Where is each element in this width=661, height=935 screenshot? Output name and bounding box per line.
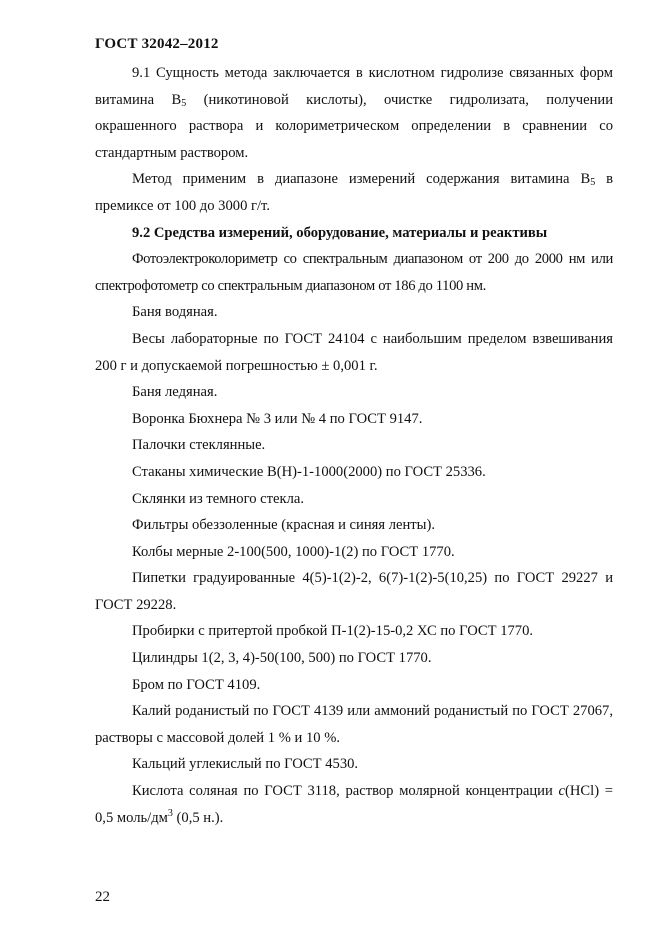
text-span: Метод применим в диапазоне измерений содержания витамина B — [132, 171, 591, 188]
text-span: Кислота соляная по ГОСТ 3118, раствор молярной концентрации — [132, 783, 559, 800]
paragraph-method-essence — [95, 60, 613, 166]
page-number: 22 — [95, 889, 110, 905]
paragraph-beakers: Стаканы химические В(Н)-1-1000(2000) по ГОСТ 25336. — [132, 463, 486, 480]
text-span: (HCl) = 0,5 моль/дм — [95, 783, 613, 826]
standard-header: ГОСТ 32042–2012 — [95, 36, 219, 52]
paragraph-thiocyanate: Калий роданистый по ГОСТ 4139 или аммоний роданистый по ГОСТ 27067, растворы с массовой долей 1 % и 10 %. — [95, 703, 613, 746]
subscript: 5 — [590, 177, 596, 189]
paragraph-test-tubes: Пробирки с притертой пробкой П-1(2)-15-0,2 ХС по ГОСТ 1770. — [132, 623, 534, 640]
paragraph-filters: Фильтры обеззоленные (красная и синяя ленты). — [132, 517, 435, 534]
paragraph-photometer: Фотоэлектроколориметр со спектральным диапазоном от 200 до 2000 нм или спектрофотометр со спектральным диапазоном от 186 до 1100 нм. — [95, 251, 613, 294]
text-span: (0,5 н.). — [172, 809, 224, 826]
paragraph-buchner-funnel: Воронка Бюхнера № 3 или № 4 по ГОСТ 9147. — [132, 410, 423, 427]
superscript: 3 — [167, 807, 173, 819]
paragraph-cylinders: Цилиндры 1(2, 3, 4)-50(100, 500) по ГОСТ 1770. — [132, 650, 432, 667]
text-span: 9.1 Сущность метода заключается в кислотном гидролизе связанных форм витамина B — [95, 65, 613, 108]
italic-symbol: c — [558, 783, 565, 800]
paragraph-pipettes: Пипетки градуированные 4(5)-1(2)-2, 6(7)-1(2)-5(10,25) по ГОСТ 29227 и ГОСТ 29228. — [95, 570, 613, 613]
paragraph-flasks: Колбы мерные 2-100(500, 1000)-1(2) по ГОСТ 1770. — [132, 543, 455, 560]
paragraph-bromine: Бром по ГОСТ 4109. — [132, 676, 261, 693]
paragraph-water-bath: Баня водяная. — [132, 304, 218, 321]
text-span: в премиксе от 100 до 3000 г/т. — [95, 171, 614, 214]
paragraph-ice-bath: Баня ледяная. — [132, 384, 218, 401]
paragraph-glass-rods: Палочки стеклянные. — [132, 437, 266, 454]
document-body — [95, 60, 613, 831]
paragraph-method-range — [95, 166, 613, 219]
section-heading: 9.2 Средства измерений, оборудование, материалы и реактивы — [132, 224, 548, 241]
text-span: (никотиновой кислоты), очистке гидролизата, получении окрашенного раствора и колориметрическом определении в сравнении со стандартным раствором. — [95, 91, 613, 161]
paragraph-hydrochloric-acid — [95, 778, 613, 831]
paragraph-scales: Весы лабораторные по ГОСТ 24104 с наибольшим пределом взвешивания 200 г и допускаемой погрешностью ± 0,001 г. — [95, 330, 613, 374]
paragraph-calcium-carbonate: Кальций углекислый по ГОСТ 4530. — [132, 756, 359, 773]
subscript: 5 — [181, 97, 187, 109]
paragraph-dark-bottles: Склянки из темного стекла. — [132, 490, 304, 507]
